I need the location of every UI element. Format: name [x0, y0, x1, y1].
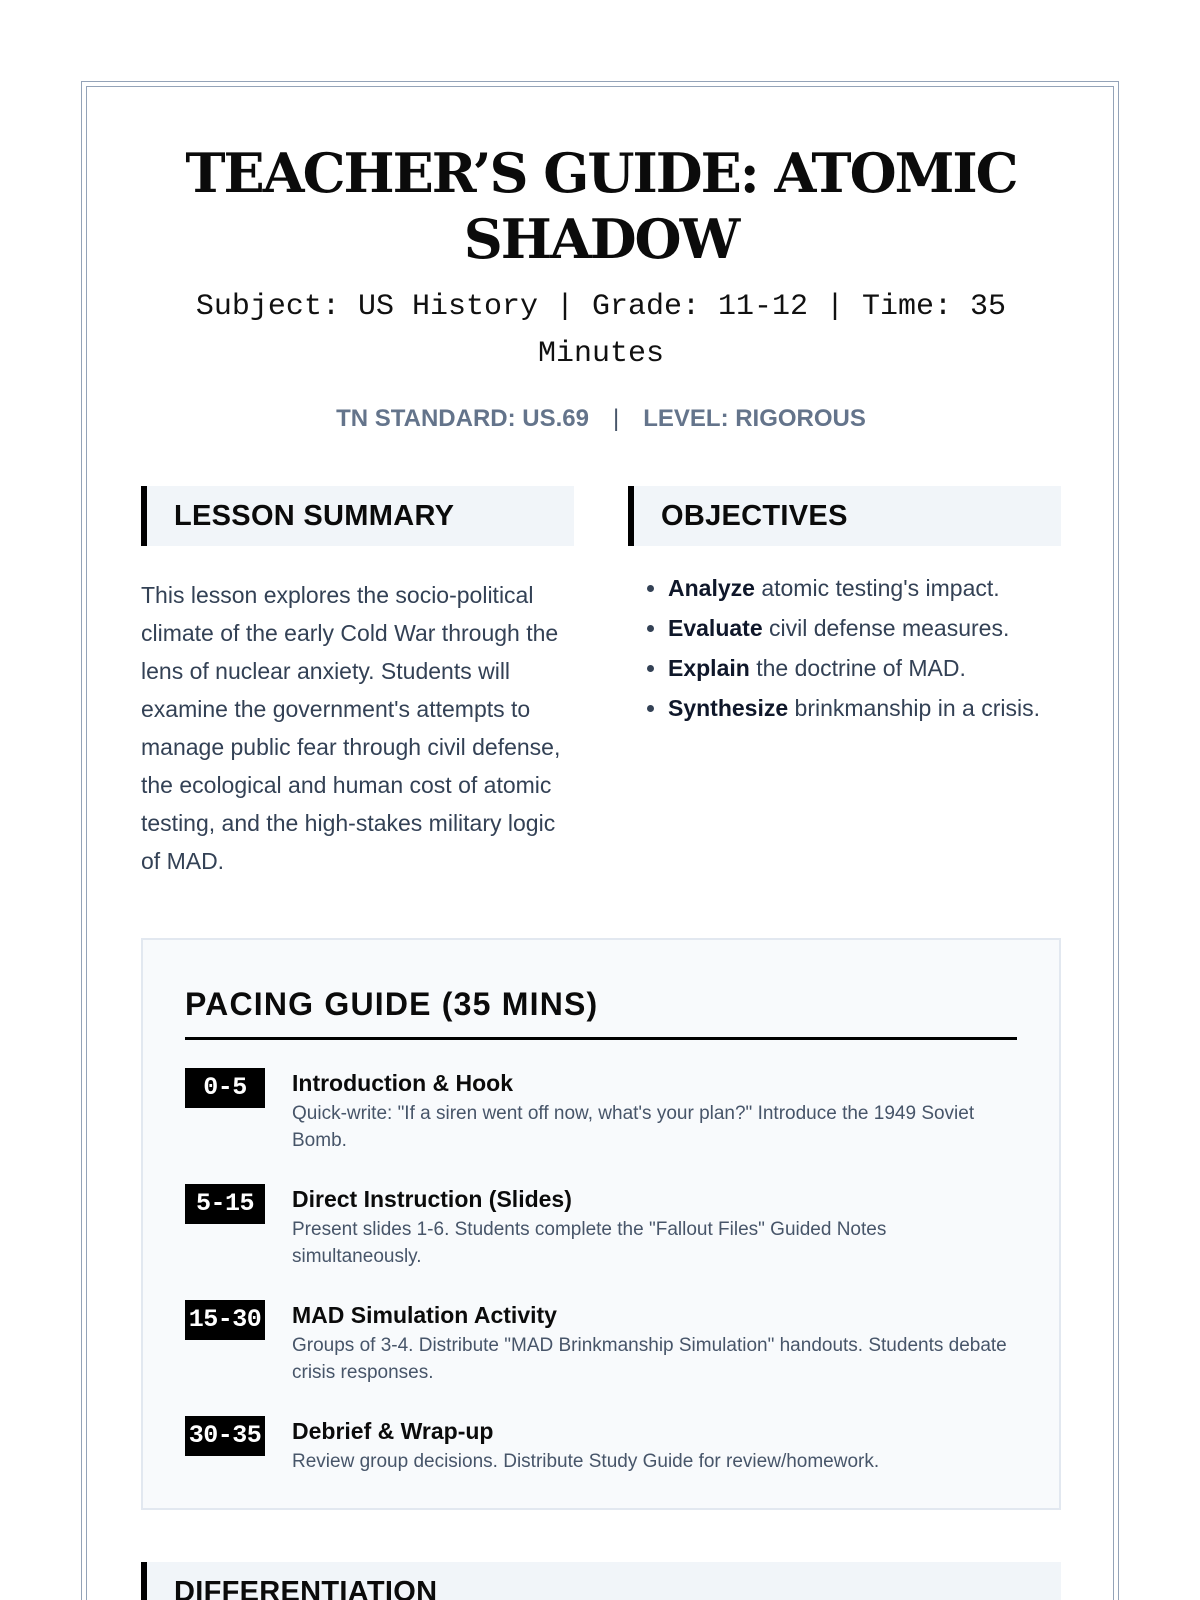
objective-item — [668, 692, 1061, 725]
objective-verb: Explain — [668, 655, 750, 681]
lesson-summary-heading: LESSON SUMMARY — [141, 486, 574, 546]
objective-item — [668, 572, 1061, 605]
pacing-item-description: Review group decisions. Distribute Study Guide for review/homework. — [292, 1451, 880, 1472]
objective-text: atomic testing's impact. — [754, 575, 1000, 601]
summary-objectives-columns — [141, 486, 1061, 880]
pacing-item-body — [292, 1184, 1017, 1270]
pacing-item — [185, 1300, 1017, 1386]
pacing-item-description: Groups of 3-4. Distribute "MAD Brinkmanship Simulation" handouts. Students debate crisis responses. — [292, 1335, 1007, 1383]
pacing-item-title: Introduction & Hook — [292, 1070, 514, 1096]
pacing-guide-heading: PACING GUIDE (35 MINS) — [185, 986, 1017, 1040]
objectives-list — [628, 572, 1061, 725]
pacing-item-title: MAD Simulation Activity — [292, 1302, 557, 1328]
document-content — [141, 140, 1061, 1600]
pacing-item-description: Quick-write: "If a siren went off now, what's your plan?" Introduce the 1949 Soviet Bomb. — [292, 1103, 975, 1151]
objectives-heading: OBJECTIVES — [628, 486, 1061, 546]
level-label: LEVEL: RIGOROUS — [643, 405, 866, 432]
pacing-item — [185, 1416, 1017, 1475]
objectives-column — [628, 486, 1061, 880]
objective-verb: Evaluate — [668, 615, 763, 641]
lesson-summary-column — [141, 486, 574, 880]
lesson-summary-text: This lesson explores the socio-political climate of the early Cold War through the lens of nuclear anxiety. Students will examine the government's attempts to manage public fear through civil defense, the ecological and human cost of atomic testing, and the high-stakes military logic of MAD. — [141, 582, 561, 874]
objective-text: brinkmanship in a crisis. — [788, 695, 1040, 721]
objective-item — [668, 612, 1061, 645]
page-title: TEACHER’S GUIDE: ATOMIC SHADOW — [185, 141, 1017, 271]
pacing-item-title: Debrief & Wrap-up — [292, 1418, 494, 1444]
pacing-item-description: Present slides 1-6. Students complete the "Fallout Files" Guided Notes simultaneously. — [292, 1219, 887, 1267]
time-badge: 30-35 — [185, 1416, 265, 1456]
objective-item — [668, 652, 1061, 685]
pacing-item-body — [292, 1300, 1017, 1386]
pacing-item-body — [292, 1068, 1017, 1154]
pacing-item — [185, 1184, 1017, 1270]
standards-row — [141, 404, 1061, 434]
time-badge: 5-15 — [185, 1184, 265, 1224]
tn-standard-label: TN STANDARD: US.69 — [336, 405, 589, 432]
meta-separator: | — [612, 405, 620, 432]
pacing-item-body — [292, 1416, 1017, 1475]
time-badge: 0-5 — [185, 1068, 265, 1108]
differentiation-heading: DIFFERENTIATION — [141, 1562, 1061, 1600]
objective-verb: Analyze — [668, 575, 755, 601]
lesson-meta-subtitle: Subject: US History | Grade: 11-12 | Time: 35 Minutes — [195, 290, 1007, 371]
objective-text: the doctrine of MAD. — [749, 655, 966, 681]
pacing-item — [185, 1068, 1017, 1154]
pacing-item-title: Direct Instruction (Slides) — [292, 1186, 572, 1212]
time-badge: 15-30 — [185, 1300, 265, 1340]
objective-text: civil defense measures. — [762, 615, 1010, 641]
objective-verb: Synthesize — [668, 695, 789, 721]
pacing-guide-box — [141, 938, 1061, 1510]
